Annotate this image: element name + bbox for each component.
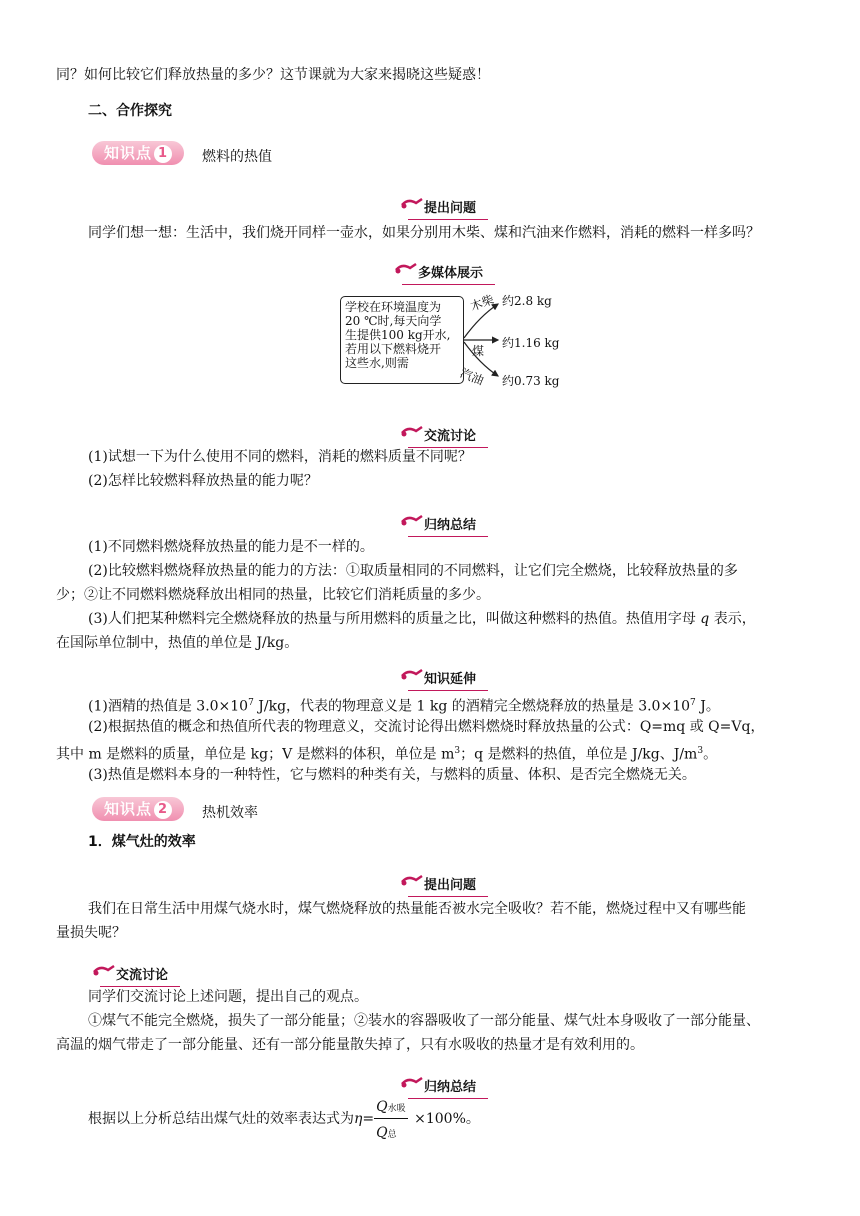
fuel-name-gasoline: 汽油 [458,365,486,388]
section-title: 二、合作探究 [88,103,172,119]
box-line: 学校在环境温度为 [345,300,442,314]
paragraph: ①煤气不能完全燃烧，损失了一部分能量；②装水的容器吸收了一部分能量、煤气灶本身吸收了一部分能量、 [88,1013,760,1029]
formula-eta: η= [354,1111,375,1127]
paragraph: (3)热值是燃料本身的一种特性，它与燃料的种类有关，与燃料的质量、体积、是否完全燃烧无关。 [88,767,696,783]
box-line: 生提供100 kg开水, [345,328,451,342]
fuel-name-wood: 木柴 [468,292,496,314]
paragraph: (1)酒精的热值是 $3.0\times 10^7$ J/kg，代表的物理意义是 1 kg 的酒精完全燃烧释放的热量是 $3.0\times 10^7$ J。 [88,698,720,715]
box-line: 20 ℃时,每天向学 [345,314,442,328]
fuel-amount-gasoline: 约0.73 kg [502,374,560,388]
paragraph: 在国际单位制中，热值的单位是 J/kg。 [56,635,299,651]
paragraph: (3)人们把某种燃料完全燃烧释放的热量与所用燃料的质量之比，叫做这种燃料的热值。热值用字母 q 表示， [88,611,756,627]
heading-text: 多媒体展示 [392,266,487,281]
knowledge-point-badge [92,797,184,821]
heading-text: 知识延伸 [398,672,480,687]
section-heading [398,874,480,896]
section-heading [398,197,480,219]
fuel-amount-wood: 约2.8 kg [502,294,552,308]
fuel-amount-coal: 约1.16 kg [502,336,560,350]
section-heading [90,964,172,986]
subsection-title: 1．煤气灶的效率 [88,834,196,850]
section-heading [398,425,480,447]
paragraph: 量损失呢？ [56,925,126,941]
badge-number: 2 [154,801,172,819]
heading-text: 归纳总结 [398,1080,480,1095]
paragraph: 其中 m 是燃料的质量，单位是 kg；V 是燃料的体积，单位是 $m^3$；q 是燃料的热值，单位是 J/kg、$J/m^3$。 [56,746,718,763]
intro-tail-text: 同？如何比较它们释放热量的多少？这节课就为大家来揭晓这些疑惑！ [56,67,490,83]
paragraph: (2)怎样比较燃料释放热量的能力呢？ [88,473,318,489]
paragraph: (1)试想一下为什么使用不同的燃料，消耗的燃料质量不同呢？ [88,449,472,465]
badge-label: 知识点 [103,800,152,818]
box-line: 若用以下燃料烧开 [345,342,442,356]
paragraph: 高温的烟气带走了一部分能量、还有一部分能量散失掉了，只有水吸收的热量才是有效利用的。 [56,1037,644,1053]
formula-fraction: Q水吸 Q总 [374,1110,414,1128]
formula-tail-text: ×100%。 [414,1111,480,1127]
paragraph: (1)不同燃料燃烧释放热量的能力是不一样的。 [88,539,374,555]
box-line: 这些水,则需 [345,356,409,370]
paragraph: 我们在日常生活中用煤气烧水时，煤气燃烧释放的热量能否被水完全吸收？若不能，燃烧过程中又有哪些能 [88,901,746,917]
heading-text: 提出问题 [398,201,480,216]
knowledge-point-title: 燃料的热值 [202,149,272,165]
section-heading [398,668,480,690]
heading-text: 提出问题 [398,878,480,893]
paragraph: 少；②让不同燃料燃烧释放出相同的热量，比较它们消耗质量的多少。 [56,587,490,603]
badge-number: 1 [154,145,172,163]
fuel-diagram [310,280,570,390]
formula-lead-text: 根据以上分析总结出煤气灶的效率表达式为 [88,1111,354,1127]
badge-label: 知识点 [103,144,152,162]
heading-text: 归纳总结 [398,518,480,533]
knowledge-point-title: 热机效率 [202,805,258,821]
heading-text: 交流讨论 [398,429,480,444]
paragraph: (2)根据热值的概念和热值所代表的物理意义，交流讨论得出燃料燃烧时释放热量的公式：Q=mq 或 Q=Vq， [88,719,765,735]
paragraph: 同学们想一想：生活中，我们烧开同样一壶水，如果分别用木柴、煤和汽油来作燃料，消耗的燃料一样多吗？ [88,225,760,241]
fuel-name-coal: 煤 [472,344,485,358]
knowledge-point-badge [92,141,184,165]
section-heading [398,514,480,536]
paragraph: (2)比较燃料燃烧释放热量的能力的方法：①取质量相同的不同燃料，让它们完全燃烧，比较释放热量的多 [88,563,738,579]
heading-text: 交流讨论 [90,968,172,983]
section-heading [398,1076,480,1098]
paragraph: 同学们交流讨论上述问题，提出自己的观点。 [88,989,368,1005]
efficiency-formula [88,1099,780,1141]
